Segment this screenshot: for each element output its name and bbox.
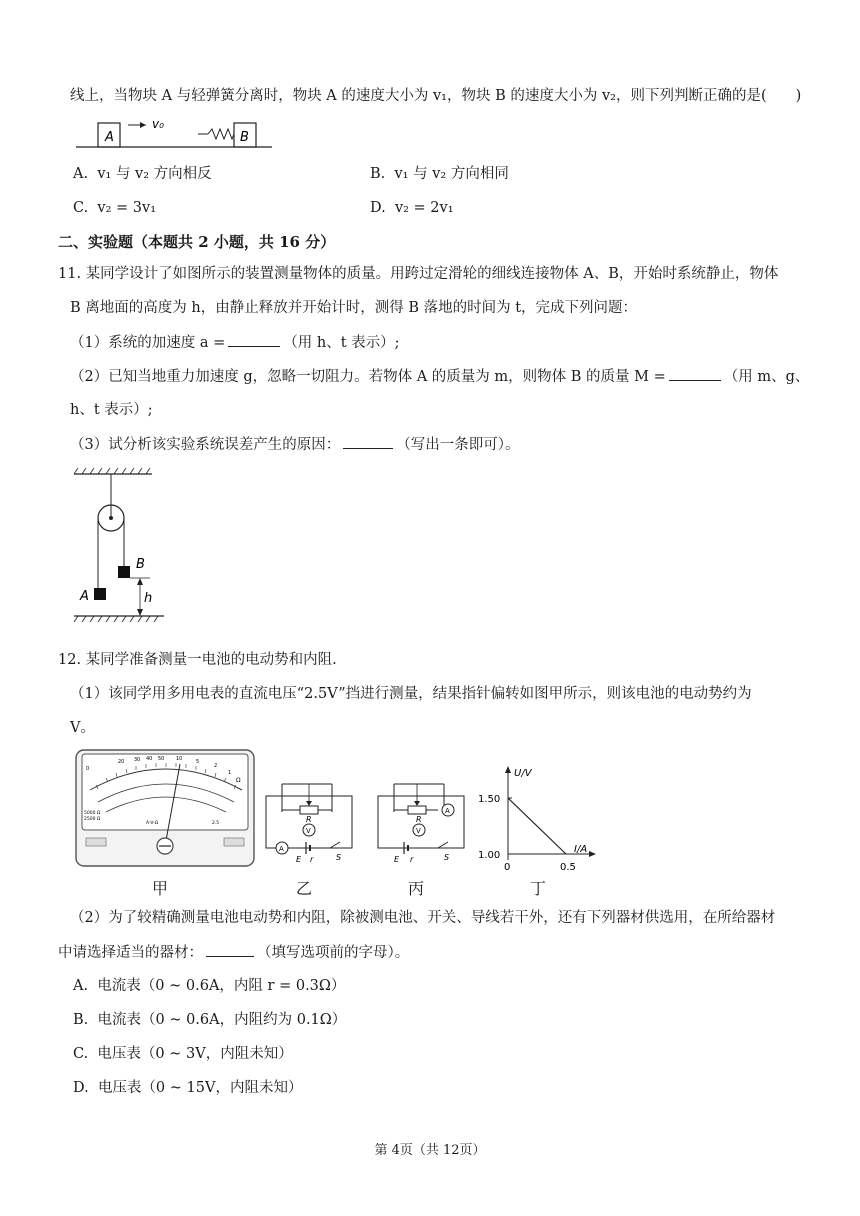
q11-line2: B 离地面的高度为 h，由静止释放并开始计时，测得 B 落地的时间为 t，完成下列问题： [70, 300, 638, 316]
q12-part2-line2: 中请选择适当的器材： （填写选项前的字母）。 [58, 942, 409, 963]
s-label: S [444, 853, 450, 862]
q10-option-c: C. v₂ = 3v₁ [73, 200, 157, 216]
circuit-bing [374, 778, 470, 868]
spring [208, 129, 234, 139]
q12-option-a: A. 电流表（0 ~ 0.6A，内阻 r = 0.3Ω） [73, 978, 346, 994]
scale-label: 30 [134, 757, 141, 763]
block-a-label: A [105, 130, 114, 145]
marking-label: 2.5 [212, 821, 220, 826]
answer-blank [669, 366, 721, 381]
velocity-label: v₀ [152, 117, 164, 131]
graph-line [508, 798, 566, 854]
q12-option-b: B. 电流表（0 ~ 0.6A，内阻约为 0.1Ω） [73, 1012, 347, 1028]
figure-label-yi: 乙 [296, 879, 313, 898]
label-b: B [136, 557, 145, 572]
y-axis-label: U/V [514, 768, 532, 779]
circuit-yi [262, 778, 358, 868]
ui-graph [474, 762, 604, 880]
scale-label: 20 [118, 759, 125, 765]
a-label: A [279, 845, 284, 853]
q12-part1-line1: （1）该同学用多用电表的直流电压“2.5V”挡进行测量，结果指针偏转如图甲所示，则该电池的电动势约为 [70, 686, 752, 702]
x-tick: 0.5 [560, 862, 576, 873]
scale-label: 10 [176, 756, 183, 762]
rheostat [408, 806, 426, 814]
figure-label-bing: 丙 [408, 879, 425, 898]
q12-option-d: D. 电压表（0 ~ 15V，内阻未知） [73, 1080, 303, 1096]
marking-label: 2500 Ω [84, 817, 101, 822]
section-title: 二、实验题（本题共 2 小题，共 16 分） [58, 233, 336, 251]
s-label: S [336, 853, 342, 862]
label-a: A [80, 589, 89, 604]
r-small-label: r [310, 855, 314, 864]
answer-blank [206, 942, 254, 957]
q10-option-d: D. v₂ = 2v₁ [370, 200, 454, 216]
unit-label: Ω [236, 777, 241, 784]
y-tick-bottom: 1.00 [478, 850, 501, 861]
r-label: R [306, 815, 312, 824]
figure-label-jia: 甲 [152, 879, 169, 898]
r-label: R [416, 815, 422, 824]
scale-label: 0 [86, 766, 90, 772]
q11-pulley-figure [70, 468, 170, 628]
v-label: V [306, 827, 311, 835]
q11-part1: （1）系统的加速度 a = （用 h、t 表示）; [70, 332, 400, 353]
block-a [94, 588, 106, 600]
y-tick-top: 1.50 [478, 794, 501, 805]
q11-part3: （3）试分析该实验系统误差产生的原因： （写出一条即可）。 [70, 434, 519, 455]
e-label: E [296, 855, 302, 864]
scale-label: 2 [214, 763, 218, 769]
q11-part2-cont: h、t 表示）; [70, 402, 153, 418]
scale-label: 40 [146, 756, 153, 762]
q12-part2-line1: （2）为了较精确测量电池电动势和内阻，除被测电池、开关、导线若干外，还有下列器材供选用，在所给器材 [70, 910, 776, 926]
q11-part2: （2）已知当地重力加速度 g，忽略一切阻力。若物体 A 的质量为 m，则物体 B 的质量 M = （用 m、g、 [70, 366, 809, 387]
figure-label-ding: 丁 [530, 879, 547, 898]
e-label: E [394, 855, 400, 864]
scale-label: 1 [228, 770, 232, 776]
multimeter-figure [76, 750, 256, 868]
marking-label: A-V-Ω [146, 821, 159, 826]
q10-option-a: A. v₁ 与 v₂ 方向相反 [73, 166, 212, 182]
q12-option-c: C. 电压表（0 ~ 3V，内阻未知） [73, 1046, 293, 1062]
q11-line1: 11. 某同学设计了如图所示的装置测量物体的质量。用跨过定滑轮的细线连接物体 A、B，开始时系统静止，物体 [58, 266, 779, 282]
q12-part1-line2: V。 [70, 720, 95, 736]
scale-label: 50 [158, 756, 165, 762]
page-footer: 第 4页（共 12页） [374, 1143, 486, 1158]
block-b-label: B [240, 130, 249, 145]
marking-label: 5000 Ω [84, 811, 101, 816]
a-label: A [445, 807, 450, 815]
label-h: h [144, 591, 153, 606]
v-label: V [416, 827, 421, 835]
x-axis-label: I/A [574, 844, 588, 855]
answer-blank [228, 332, 280, 347]
x-tick-zero: 0 [504, 862, 511, 873]
scale-label: 5 [196, 759, 200, 765]
block-b [118, 566, 130, 578]
r-small-label: r [410, 855, 414, 864]
rheostat [300, 806, 318, 814]
q10-figure [76, 116, 286, 148]
q12-line1: 12. 某同学准备测量一电池的电动势和内阻. [58, 652, 337, 668]
q10-stem-line: 线上，当物块 A 与轻弹簧分离时，物块 A 的速度大小为 v₁，物块 B 的速度大小为 v₂，则下列判断正确的是( ) [70, 88, 802, 104]
answer-blank [343, 434, 393, 449]
q10-option-b: B. v₁ 与 v₂ 方向相同 [370, 166, 509, 182]
